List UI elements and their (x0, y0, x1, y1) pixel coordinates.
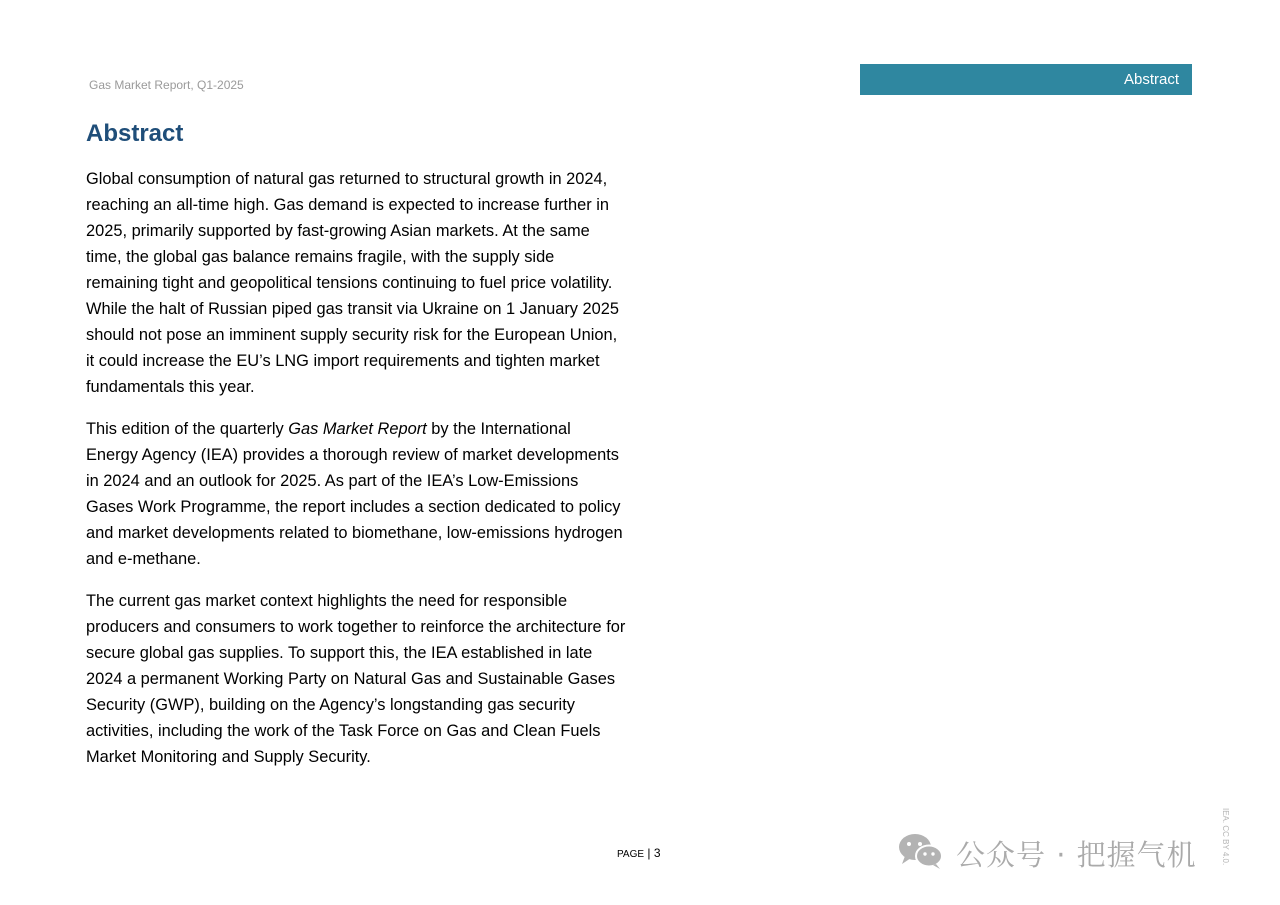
paragraph-2-end: by the International Energy Agency (IEA) provides a thorough review of market developments in 2024 and an outlook for 2025. As part of the IEA’s Low-Emissions Gases Work Programme, the report includes a section dedicated to policy and market developments related to biomethane, low-emissions hydrogen and e-methane. (86, 420, 623, 568)
running-header: Gas Market Report, Q1-2025 (89, 78, 244, 92)
watermark-text: 公众号 · 把握气机 (956, 837, 1197, 872)
paragraph-1: Global consumption of natural gas returned to structural growth in 2024, reaching an all-time high. Gas demand is expected to increase further in 2025, primarily supported by fast-growing Asian markets. At the same time, the global gas balance remains fragile, with the supply side remaining tight and geopolitical tensions continuing to fuel price volatility. While the halt of Russian piped gas transit via Ukraine on 1 January 2025 should not pose an imminent supply security risk for the European Union, it could increase the EU’s LNG import requirements and tighten market fundamentals this year. (86, 170, 619, 396)
wechat-icon (896, 831, 946, 876)
page-word: PAGE (617, 849, 645, 860)
paragraph-2 (86, 416, 626, 572)
page-separator: | (644, 846, 654, 860)
paragraph-3: The current gas market context highlights the need for responsible producers and consumers to work together to reinforce the architecture for secure global gas supplies. To support this, the IEA established in late 2024 a permanent Working Party on Natural Gas and Sustainable Gases Security (GWP), building on the Agency’s longstanding gas security activities, including the work of the Task Force on Gas and Clean Fuels Market Monitoring and Supply Security. (86, 592, 626, 766)
page-number-value: 3 (653, 846, 661, 860)
page-number (617, 846, 661, 860)
watermark (896, 832, 1197, 874)
page-title: Abstract (86, 120, 184, 147)
abstract-body (86, 166, 626, 786)
paragraph-2-start: This edition of the quarterly (86, 420, 289, 438)
section-tab: Abstract (860, 64, 1192, 95)
license-note: IEA. CC BY 4.0. (1221, 808, 1230, 866)
report-title-italic: Gas Market Report (288, 420, 427, 438)
